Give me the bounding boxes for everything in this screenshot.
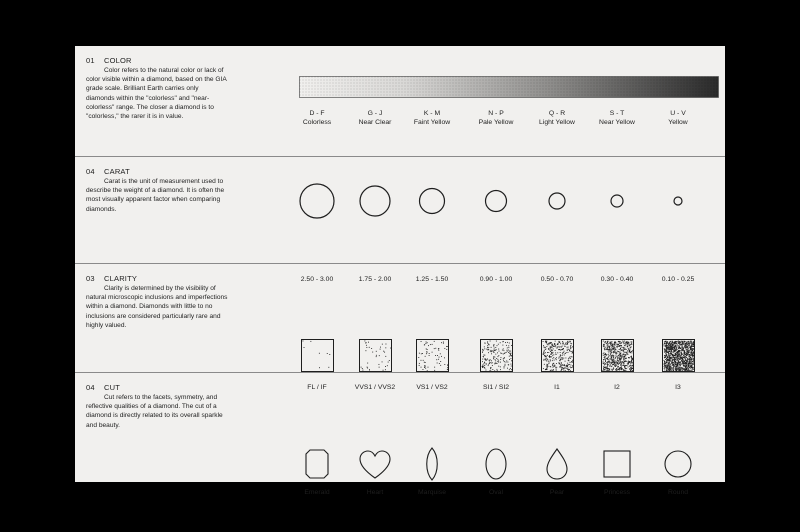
cut-shape-label: Emerald (304, 489, 330, 496)
section-title: CUT (104, 383, 121, 392)
pear-icon (545, 448, 569, 480)
carat-circle-icon (412, 181, 452, 221)
color-grade-code: U - V (670, 110, 686, 117)
carat-circle-icon (597, 181, 637, 221)
clarity-square-icon (601, 339, 634, 372)
color-grade-name: Faint Yellow (413, 119, 451, 126)
cut-shape-label: Princess (603, 489, 631, 496)
cut-section (75, 373, 725, 496)
color-grade (643, 109, 713, 127)
color-grade-code: G - J (367, 110, 383, 117)
section-number: 04 (86, 383, 95, 392)
clarity-grade-label: SI1 / SI2 (482, 384, 510, 391)
carat-size-label: 1.25 - 1.50 (415, 276, 449, 283)
clarity-grade-label: VVS1 / VVS2 (354, 384, 396, 391)
carat-circle-icon (476, 181, 516, 221)
diamond-guide-sheet (75, 46, 725, 496)
clarity-grade-label: I3 (675, 384, 681, 391)
clarity-square-icon (662, 339, 695, 372)
section-title: CLARITY (104, 274, 138, 283)
section-description: Cut refers to the facets, symmetry, and reflective qualities of a diamond. The cut of a diamond is directly related to its overall sparkle and beauty. (86, 394, 223, 429)
clarity-square-icon (301, 339, 334, 372)
cut-shape-label: Pear (549, 489, 565, 496)
carat-size-label: 0.30 - 0.40 (600, 276, 634, 283)
color-grade-name: Near Clear (358, 119, 392, 126)
color-grade-code: K - M (423, 110, 441, 117)
color-section (75, 46, 725, 156)
clarity-square-icon (359, 339, 392, 372)
princess-icon (603, 450, 631, 478)
clarity-grade-label: I2 (614, 384, 620, 391)
carat-circle-icon (355, 181, 395, 221)
carat-size-label: 2.50 - 3.00 (300, 276, 334, 283)
section-number: 01 (86, 56, 95, 65)
round-icon (664, 450, 692, 478)
carat-size-label: 0.10 - 0.25 (661, 276, 695, 283)
clarity-square-icon (480, 339, 513, 372)
carat-circle-icon (297, 181, 337, 221)
color-grade-name: Yellow (668, 119, 688, 126)
color-grade-code: D - F (309, 110, 325, 117)
section-description: Carat is the unit of measurement used to describe the weight of a diamond. It is often the most visually apparent factor when comparing diamonds. (86, 178, 225, 213)
section-title: CARAT (104, 167, 130, 176)
clarity-grade-label: FL / IF (307, 384, 327, 391)
carat-circle-icon (658, 181, 698, 221)
color-grade-name: Colorless (302, 119, 332, 126)
cut-shape-label: Marquise (418, 489, 446, 496)
oval-icon (485, 448, 507, 480)
section-description: Clarity is determined by the visibility of natural microscopic inclusions and imperfections within a diamond. Diamonds with little to no inclusions are considered particularly rare and highly valued. (86, 285, 228, 329)
clarity-square-icon (416, 339, 449, 372)
carat-size-label: 0.90 - 1.00 (479, 276, 513, 283)
color-grade-name: Pale Yellow (478, 119, 514, 126)
carat-circle-icon (537, 181, 577, 221)
heart-icon (359, 450, 391, 479)
color-gradient-bar (299, 76, 719, 98)
cut-shape-label: Round (667, 489, 689, 496)
emerald-icon (304, 448, 330, 480)
section-description: Color refers to the natural color or lack of color visible within a diamond, based on the GIA grade scale. Brilliant Earth carries only diamonds within the "colorless" and "near-colorless" range. The closer a diamond is to "colorless," the rarer it is in value. (86, 67, 227, 121)
clarity-grade-label: I1 (554, 384, 560, 391)
clarity-square-icon (541, 339, 574, 372)
color-grade (582, 109, 652, 127)
section-number: 04 (86, 167, 95, 176)
carat-size-label: 1.75 - 2.00 (358, 276, 392, 283)
color-grade-name: Near Yellow (599, 119, 635, 126)
section-number: 03 (86, 274, 95, 283)
cut-shape-label: Oval (489, 489, 503, 496)
marquise-icon (422, 448, 442, 480)
color-grade-code: Q - R (548, 110, 566, 117)
color-grade (397, 109, 467, 127)
section-title: COLOR (104, 56, 132, 65)
clarity-grade-label: VS1 / VS2 (416, 384, 448, 391)
cut-shape-label: Heart (366, 489, 384, 496)
color-grade (461, 109, 531, 127)
color-grade-code: S - T (609, 110, 625, 117)
color-grade-code: N - P (488, 110, 504, 117)
carat-size-label: 0.50 - 0.70 (540, 276, 574, 283)
color-grade-name: Light Yellow (539, 119, 575, 126)
